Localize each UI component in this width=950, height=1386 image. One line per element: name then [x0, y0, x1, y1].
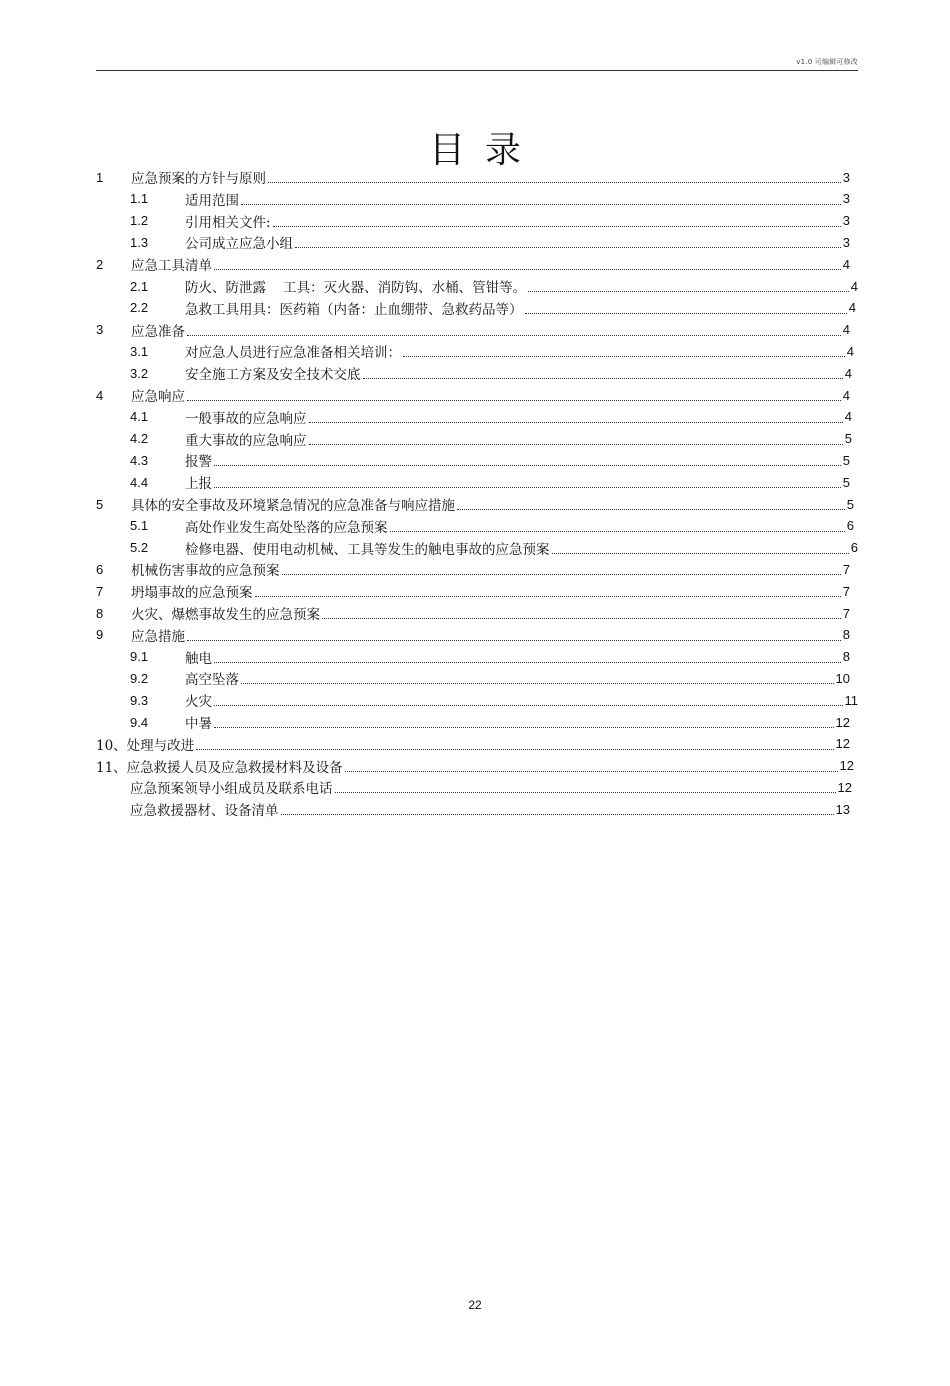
toc-entry-label: 报警 [185, 454, 212, 471]
toc-entry-label: 对应急人员进行应急准备相关培训： [185, 345, 401, 362]
toc-entry[interactable] [130, 211, 850, 231]
toc-entry-label: 触电 [185, 650, 212, 667]
toc-entry[interactable] [96, 756, 854, 776]
toc-dot-leader [187, 639, 841, 641]
toc-dot-leader [552, 552, 849, 554]
toc-dot-leader [214, 726, 834, 728]
toc-entry-page: 7 [842, 605, 850, 621]
toc-entry-number: 1.3 [130, 234, 149, 250]
toc-entry-page: 4 [842, 387, 850, 403]
toc-dot-leader [268, 181, 841, 183]
toc-dot-leader [335, 791, 836, 793]
toc-dot-leader [528, 290, 849, 292]
toc-dot-leader [187, 334, 841, 336]
toc-entry[interactable] [130, 429, 852, 449]
toc-dot-leader [282, 573, 841, 575]
toc-dot-leader [309, 421, 843, 423]
toc-entry-page: 5 [842, 474, 850, 490]
toc-dot-leader [525, 312, 847, 314]
toc-entry-label: 机械伤害事故的应急预案 [131, 563, 280, 580]
toc-entry-label: 火灾 [185, 694, 212, 711]
toc-entry-number: 1.1 [130, 191, 149, 207]
toc-entry-number: 2 [96, 256, 104, 272]
toc-entry-label: 应急救援器材、设备清单 [130, 803, 279, 820]
toc-entry-page: 4 [848, 300, 856, 316]
toc-entry[interactable] [96, 625, 850, 645]
toc-entry-label: 应急准备 [131, 323, 185, 340]
toc-entry[interactable] [130, 363, 852, 383]
toc-entry-page: 6 [850, 540, 858, 556]
toc-entry-page: 7 [842, 561, 850, 577]
toc-entry[interactable] [130, 777, 852, 797]
header-rule [96, 70, 858, 71]
toc-entry-label: 安全施工方案及安全技术交底 [185, 367, 361, 384]
toc-entry-number: 6 [96, 561, 104, 577]
toc-entry-number: 5.1 [130, 518, 149, 534]
toc-entry-label: 火灾、爆燃事故发生的应急预案 [131, 607, 320, 623]
toc-dot-leader [345, 770, 838, 772]
toc-entry-page: 5 [842, 452, 850, 468]
toc-entry[interactable] [96, 559, 850, 579]
toc-dot-leader [295, 246, 841, 248]
toc-entry-page: 3 [842, 169, 850, 185]
toc-entry[interactable] [96, 385, 850, 405]
toc-entry-page: 4 [846, 343, 854, 359]
toc-dot-leader [241, 203, 841, 205]
toc-entry-page: 4 [844, 365, 852, 381]
toc-entry-label: 高空坠落 [185, 672, 239, 689]
toc-dot-leader [457, 508, 845, 510]
toc-entry-page: 5 [844, 431, 852, 447]
toc-entry[interactable] [130, 647, 850, 667]
toc-dot-leader [196, 748, 833, 750]
toc-dot-leader [273, 225, 841, 227]
toc-entry[interactable] [96, 734, 850, 754]
toc-entry[interactable] [130, 450, 850, 470]
toc-entry[interactable] [96, 581, 850, 601]
toc-entry-page: 4 [842, 256, 850, 272]
toc-entry-number: 1 [96, 169, 104, 185]
toc-dot-leader [187, 399, 841, 401]
toc-entry-number: 9.2 [130, 670, 149, 686]
toc-entry-number: 9 [96, 627, 104, 643]
toc-entry[interactable] [96, 320, 850, 340]
toc-entry[interactable] [130, 712, 850, 732]
toc-entry-number: 4.2 [130, 431, 149, 447]
toc-entry[interactable] [130, 516, 854, 536]
toc-dot-leader [255, 595, 841, 597]
toc-entry[interactable] [130, 668, 850, 688]
toc-entry[interactable] [96, 603, 850, 623]
toc-entry-label: 适用范围 [185, 192, 239, 209]
toc-entry[interactable] [130, 232, 850, 252]
toc-dot-leader [214, 704, 843, 706]
toc-dot-leader [390, 530, 845, 532]
toc-entry-label: 应急措施 [131, 628, 185, 645]
toc-entry[interactable] [130, 341, 854, 361]
toc-entry[interactable] [130, 276, 858, 296]
toc-entry-number: 2.1 [130, 278, 149, 294]
toc-dot-leader [322, 617, 841, 619]
toc-entry-label: 公司成立应急小组 [185, 236, 293, 253]
toc-dot-leader [403, 355, 845, 357]
toc-entry-number: 5 [96, 496, 104, 512]
toc-entry[interactable] [130, 799, 850, 819]
toc-entry-number: 9.4 [130, 714, 149, 730]
toc-entry[interactable] [130, 407, 852, 427]
toc-entry-page: 10 [835, 670, 850, 686]
toc-entry-page: 4 [842, 322, 850, 338]
toc-entry-page: 13 [835, 801, 850, 817]
toc-dot-leader [363, 377, 843, 379]
toc-entry-number: 7 [96, 583, 104, 599]
toc-entry[interactable] [96, 494, 854, 514]
toc-entry-label: 具体的安全事故及环境紧急情况的应急准备与响应措施 [131, 498, 455, 514]
toc-entry[interactable] [130, 690, 858, 710]
toc-entry-number: 3 [96, 322, 104, 338]
toc-entry-label: 一般事故的应急响应 [185, 410, 307, 427]
toc-entry-number: 3.1 [130, 343, 149, 359]
toc-entry[interactable] [96, 254, 850, 274]
toc-entry-label: 坍塌事故的应急预案 [131, 585, 253, 602]
toc-entry-page: 12 [835, 714, 850, 730]
toc-entry[interactable] [130, 189, 850, 209]
toc-entry-label: 重大事故的应急响应 [185, 432, 307, 449]
toc-entry-label: 中暑 [185, 716, 212, 732]
toc-entry-number: 4 [96, 387, 104, 403]
toc-entry-number: 3.2 [130, 365, 149, 381]
toc-dot-leader [214, 486, 841, 488]
toc-entry-label: 高处作业发生高处坠落的应急预案 [185, 519, 388, 536]
toc-entry-page: 3 [842, 234, 850, 250]
toc-entry[interactable] [130, 298, 856, 318]
toc-dot-leader [214, 661, 841, 663]
toc-entry-page: 11 [844, 692, 858, 708]
toc-entry-page: 8 [842, 649, 850, 665]
page-title: 目录 [428, 130, 541, 172]
toc-entry-label: 应急工具清单 [131, 258, 212, 275]
toc-entry-number: 4.3 [130, 452, 149, 468]
toc-entry-page: 12 [835, 736, 850, 752]
toc-dot-leader [214, 464, 841, 466]
toc-entry-label: 10、处理与改进 [96, 737, 195, 754]
toc-entry[interactable] [96, 167, 850, 187]
toc-entry-label: 应急预案领导小组成员及联系电话 [130, 781, 333, 798]
toc-entry-label: 防火、防泄露 工具：灭火器、消防钩、水桶、管钳等。 [185, 280, 527, 296]
toc-entry-page: 3 [842, 191, 850, 207]
toc-entry[interactable] [130, 538, 858, 558]
toc-entry-label: 应急预案的方针与原则 [131, 171, 266, 187]
toc-dot-leader [214, 268, 841, 270]
toc-entry-page: 7 [842, 583, 850, 599]
toc-entry-number: 2.2 [130, 300, 149, 316]
toc-entry-page: 6 [846, 518, 854, 534]
toc-entry-page: 4 [844, 409, 852, 425]
toc-entry-number: 9.3 [130, 692, 149, 708]
toc-entry-label: 11、应急救援人员及应急救援材料及设备 [96, 759, 343, 776]
toc-entry-label: 引用相关文件: [185, 214, 271, 231]
toc-entry-number: 8 [96, 605, 104, 621]
toc-entry-number: 9.1 [130, 649, 149, 665]
toc-dot-leader [241, 682, 834, 684]
toc-dot-leader [281, 813, 834, 815]
toc-entry-number: 4.1 [130, 409, 149, 425]
toc-entry-page: 3 [842, 213, 850, 229]
toc-entry-label: 应急响应 [131, 389, 185, 405]
header-version-note: v1.0 可编辑可修改 [796, 58, 858, 66]
toc-entry-label: 上报 [185, 476, 212, 493]
toc-entry-label: 检修电器、使用电动机械、工具等发生的触电事故的应急预案 [185, 541, 550, 558]
toc-entry-page: 8 [842, 627, 850, 643]
toc-dot-leader [309, 443, 843, 445]
toc-entry-number: 4.4 [130, 474, 149, 490]
toc-entry[interactable] [130, 472, 850, 492]
toc-entry-number: 5.2 [130, 540, 149, 556]
toc-entry-page: 12 [837, 779, 852, 795]
toc-entry-page: 5 [846, 496, 854, 512]
toc-entry-page: 4 [850, 278, 858, 294]
toc-entry-page: 12 [839, 758, 854, 774]
toc-entry-number: 1.2 [130, 213, 149, 229]
page-number: 22 [468, 1298, 482, 1312]
toc-entry-label: 急救工具用具：医药箱（内备：止血绷带、急救药品等） [185, 301, 523, 318]
